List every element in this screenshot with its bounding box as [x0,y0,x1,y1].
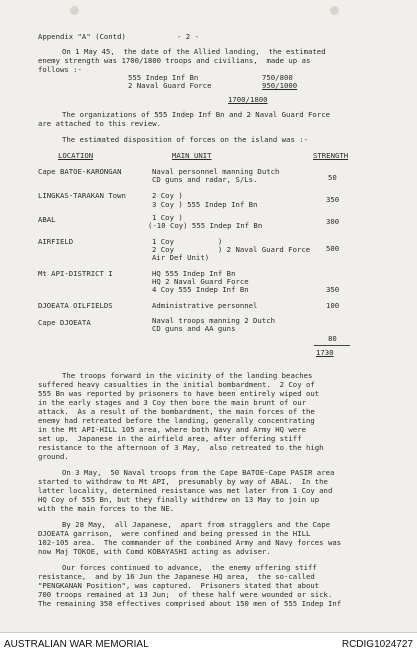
table-cell-unit: 2 Coy ) [152,191,183,200]
appendix-heading: Appendix "A" (Contd) [38,32,126,41]
table-cell-unit: Air Def Unit) [152,253,210,262]
strength-value: 750/800 [262,73,293,82]
disposition-intro: The estimated disposition of forces on the island was :- [62,135,309,144]
table-cell-strength: 50 [328,173,337,182]
column-header-unit: MAIN UNIT [172,151,212,160]
table-cell-unit: Naval personnel manning Dutch [152,167,280,176]
table-cell-location: LINGKAS-TARAKAN Town [38,191,126,200]
punch-hole [70,6,79,15]
table-cell-location: DJOEATA OILFIELDS [38,301,113,310]
table-cell-strength: 80 [328,334,337,343]
strength-value: 950/1000 [262,81,298,90]
strength-total: 1700/1800 [228,95,268,104]
table-cell-strength: 500 [326,244,340,253]
table-cell-unit: 3 Coy ) 555 Indep Inf Bn [152,200,258,209]
document-page: Appendix "A" (Contd) - 2 - On 1 May 45, the date of the Allied landing, the estimated enemy strength was 1700/1800 troops and civilians, made up as follows :- 555 Indep Inf Bn 750/800 2 Naval Guard Force 950/1000 1700/1800 The organizations of 555 Indep Inf Bn and 2 Naval Guard Force are attached to this review. The estimated disposition of forces on the island was :- LOCATION MAIN UNIT STRENGTH Cape BATOE-KARONGAN Naval personnel manning Dutch CD guns and radar, S/Ls. 50 LINGKAS-TARAKAN Town 2 Coy ) 3 Coy ) 555 Indep Inf Bn 350 ABAL 1 Coy ) (-10 Coy) 555 Indep Inf Bn 300 AIRFIELD 1 Coy ) 2 Coy ) 2 Naval Guard Force Air Def Unit) 500 Mt API-DISTRICT I HQ 555 Indep Inf Bn HQ 2 Naval Guard Force 4 Coy 555 Indep Inf Bn 350 DJOEATA OILFIELDS Administrative personnel 100 Cape DJOEATA Naval troops manning 2 Dutch CD guns and AA guns 80 1730 The troops forward in the vicinity of the landing beaches suffered heavy casualties in the initial bombardment. 2 Coy of 555 Bn was reported by prisoners to have been entirely wiped out in the early stages and 3 Coy then bore the main brunt of our attack. As a result of the bombardment, the main forces of the enemy had retreated before the landing, generally concentrating in the Mt API-HILL 105 area, where both Navy and Army HQ were set up. Japanese in the airfield area, after offering stiff resistance to the afternoon of 3 May, also retreated to the high ground. On 3 May, 50 Naval troops from the Cape BATOE-Cape PASIR area started to withdraw to Mt API, presumably by way of ABAL. In the latter locality, determined resistance was met later from 1 Coy and HQ Coy of 555 Bn, but they finally withdrew on 13 May to join up with the main forces to the NE. By 28 May, all Japanese, apart from stragglers and the Cape DJOEATA garrison, were confined and being pressed in the HILL 102-105 area. The commander of the combined Army and Navy forces was now Maj TOKOE, with Comd KOBAYASHI acting as adviser. Our forces continued to advance, the enemy offering stiff resistance, and by 16 Jun the Japanese HQ area, the so-called "PENGKANAN Position", was captured. Prisoners stated that about 700 troops remained at 13 Jun; of these half were wounded or sick. The remaining 350 effectives comprised about 150 men of 555 Indep Inf [0,0,417,632]
table-total: 1730 [316,348,334,357]
table-cell-strength: 100 [326,301,340,310]
punch-hole [330,6,339,15]
column-header-location: LOCATION [58,151,94,160]
table-cell-unit: CD guns and radar, S/Ls. [152,175,258,184]
table-cell-strength: 350 [326,195,340,204]
table-cell-strength: 350 [326,285,340,294]
table-cell-unit: 1 Coy ) [152,213,183,222]
strength-unit: 2 Naval Guard Force [128,81,212,90]
table-cell-unit: HQ 2 Naval Guard Force [152,277,249,286]
table-cell-location: Cape DJOEATA [38,318,91,327]
table-cell-strength: 300 [326,217,340,226]
archive-footer [0,632,417,655]
strength-unit: 555 Indep Inf Bn [128,73,199,82]
table-cell-unit: (-10 Coy) 555 Indep Inf Bn [148,221,263,230]
table-cell-location: Cape BATOE-KARONGAN [38,167,122,176]
footer-institution: AUSTRALIAN WAR MEMORIAL [4,639,149,650]
table-cell-unit: 4 Coy 555 Indep Inf Bn [152,285,249,294]
table-cell-location: AIRFIELD [38,237,74,246]
table-cell-unit: CD guns and AA guns [152,324,236,333]
total-rule [314,345,350,346]
table-cell-location: Mt API-DISTRICT I [38,269,113,278]
table-cell-unit: Administrative personnel [152,301,258,310]
table-cell-unit: HQ 555 Indep Inf Bn [152,269,236,278]
table-cell-unit: 1 Coy ) [152,237,223,246]
column-header-strength: STRENGTH [313,151,349,160]
table-cell-location: ABAL [38,215,56,224]
table-cell-unit: Naval troops manning 2 Dutch [152,316,276,325]
page-number: - 2 - [177,32,199,41]
table-cell-unit: 2 Coy ) 2 Naval Guard Force [152,245,311,254]
footer-reference: RCDIG1024727 [341,639,413,650]
